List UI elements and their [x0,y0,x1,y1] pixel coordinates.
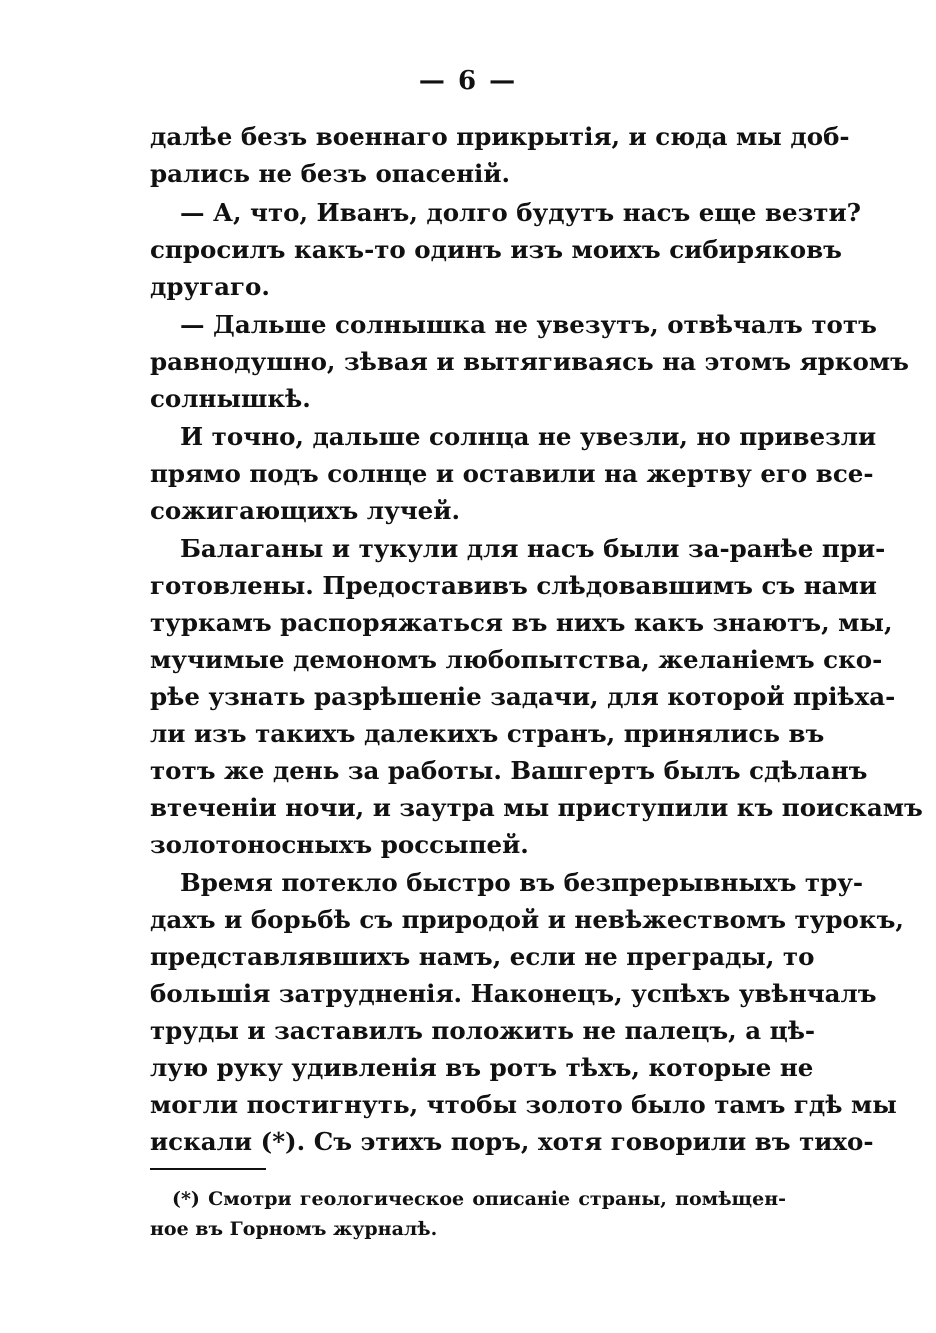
text-line: — А, что, Иванъ, долго будутъ насъ еще везти? [180,198,861,227]
text-line: готовлены. Предоставивъ слѣдовавшимъ съ нами [150,571,877,600]
text-line: лую руку удивленія въ ротъ тѣхъ, которые не [150,1053,814,1082]
text-line: рались не безъ опасеній. [150,159,511,188]
footnote-divider [150,1168,266,1170]
footnote-line: (*) Смотри геологическое описаніе страны, помѣщен- [172,1188,786,1210]
text-line: мучимые демономъ любопытства, желаніемъ ско- [150,645,883,674]
text-line: труды и заставилъ положить не палецъ, а цѣ- [150,1016,816,1045]
text-line: солнышкѣ. [150,384,311,413]
text-line: Балаганы и тукули для насъ были за-ранѣе при- [180,534,886,563]
text-line: представлявшихъ намъ, если не преграды, то [150,942,815,971]
text-line: сожигающихъ лучей. [150,496,460,525]
text-line: большія затрудненія. Наконецъ, успѣхъ увѣнчалъ [150,979,877,1008]
text-line: другаго. [150,272,270,301]
text-line: — Дальше солнышка не увезутъ, отвѣчалъ тотъ [180,310,877,339]
text-line: золотоносныхъ россыпей. [150,830,529,859]
footnote-line: ное въ Горномъ журналѣ. [150,1218,438,1240]
text-line: прямо подъ солнце и оставили на жертву его все- [150,459,874,488]
page-number: — 6 — [418,66,518,96]
text-line: втеченіи ночи, и заутра мы приступили къ поискамъ [150,793,923,822]
text-line: ли изъ такихъ далекихъ странъ, принялись въ [150,719,825,748]
text-line: тотъ же день за работы. Вашгертъ былъ сдѣланъ [150,756,868,785]
text-line: искали (*). Съ этихъ поръ, хотя говорили въ тихо- [150,1127,874,1156]
text-line: Время потекло быстро въ безпрерывныхъ тру- [180,868,864,897]
text-line: И точно, дальше солнца не увезли, но привезли [180,422,877,451]
text-line: дахъ и борьбѣ съ природой и невѣжествомъ турокъ, [150,905,904,934]
text-line: туркамъ распоряжаться въ нихъ какъ знаютъ, мы, [150,608,893,637]
text-line: далѣе безъ военнаго прикрытія, и сюда мы доб- [150,122,850,151]
text-line: рѣе узнать разрѣшеніе задачи, для которой пріѣха- [150,682,896,711]
text-line: могли постигнуть, чтобы золото было тамъ гдѣ мы [150,1090,897,1119]
text-line: равнодушно, зѣвая и вытягиваясь на этомъ яркомъ [150,347,909,376]
text-line: спросилъ какъ-то одинъ изъ моихъ сибиряковъ [150,235,842,264]
